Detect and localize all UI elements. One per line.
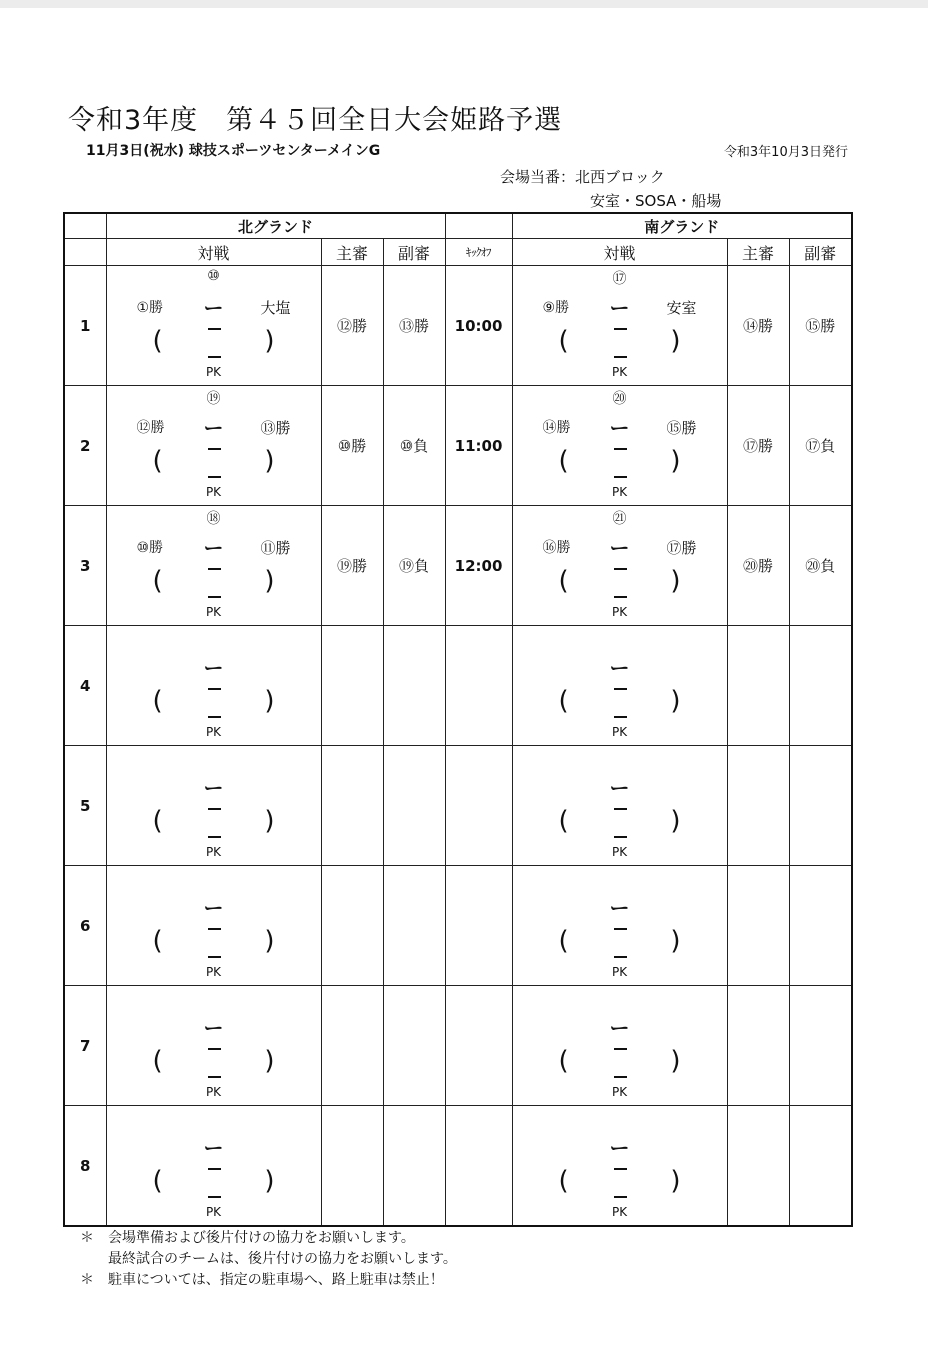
team-a: ⑩勝 <box>136 540 164 556</box>
score-paren-close: ) <box>670 686 681 716</box>
row-number: 6 <box>64 866 106 986</box>
north-main-ref: ⑲勝 <box>321 506 383 626</box>
score-paren-close: ) <box>264 1166 275 1196</box>
pk-label: PK <box>205 365 222 379</box>
match-number: ⑲ <box>206 391 221 407</box>
note-bullet: ＊ <box>80 1272 94 1288</box>
score-paren-close: ) <box>670 566 681 596</box>
score-line <box>614 1196 627 1198</box>
south-sub-ref <box>789 746 852 866</box>
score-line <box>208 596 221 598</box>
north-match-2 <box>107 386 321 505</box>
kickoff-time <box>445 626 512 746</box>
north-main-ref <box>321 626 383 746</box>
score-line <box>208 956 221 958</box>
header-row-columns <box>64 239 852 266</box>
score-line <box>208 928 221 930</box>
north-sub-ref <box>383 986 445 1106</box>
date-venue: 11月3日(祝水) 球技スポーツセンターメインG <box>86 143 381 159</box>
team-b: ⑬勝 <box>260 419 291 437</box>
south-main-ref <box>727 986 789 1106</box>
score-line <box>208 688 221 690</box>
score-paren-open: ( <box>152 446 163 476</box>
score-line <box>614 448 627 450</box>
kickoff-time: 10:00 <box>445 266 512 386</box>
score-line <box>208 328 221 330</box>
kickoff-header-blank <box>445 213 512 239</box>
row-number: 1 <box>64 266 106 386</box>
north-sub-ref <box>383 866 445 986</box>
schedule-row <box>64 746 852 866</box>
score-paren-open: ( <box>558 1166 569 1196</box>
score-line <box>208 1196 221 1198</box>
pk-label: PK <box>611 845 628 859</box>
south-main-ref: ⑳勝 <box>727 506 789 626</box>
pk-label: PK <box>205 1085 222 1099</box>
north-sub-ref: ⑬勝 <box>383 266 445 386</box>
score-paren-close: ) <box>264 446 275 476</box>
south-sub-ref <box>789 986 852 1106</box>
north-match-4 <box>107 626 321 745</box>
schedule-row <box>64 626 852 746</box>
score-paren-close: ) <box>264 806 275 836</box>
north-match-7 <box>107 986 321 1105</box>
pk-label: PK <box>205 725 222 739</box>
south-main-ref <box>727 1106 789 1227</box>
team-a: ①勝 <box>136 300 164 316</box>
north-match-8 <box>107 1106 321 1225</box>
south-match-cell <box>512 866 727 986</box>
north-main-ref <box>321 746 383 866</box>
score-paren-open: ( <box>558 926 569 956</box>
north-sub-ref: ⑩負 <box>383 386 445 506</box>
issue-date: 令和3年10月3日発行 <box>723 145 848 160</box>
north-match-3 <box>107 506 321 625</box>
north-main-ref <box>321 866 383 986</box>
score-paren-open: ( <box>152 1046 163 1076</box>
south-match-cell <box>512 746 727 866</box>
score-paren-close: ) <box>264 1046 275 1076</box>
schedule-row <box>64 266 852 386</box>
team-b: ⑰勝 <box>666 539 697 557</box>
score-paren-open: ( <box>152 686 163 716</box>
score-paren-close: ) <box>264 566 275 596</box>
score-paren-close: ) <box>670 1046 681 1076</box>
score-line <box>208 448 221 450</box>
note-1: 会場準備および後片付けの協力をお願いします。 <box>108 1230 415 1246</box>
kickoff-time: 11:00 <box>445 386 512 506</box>
versus-dash: ー <box>609 416 630 440</box>
south-match-cell <box>512 1106 727 1227</box>
score-line <box>614 688 627 690</box>
versus-dash: ー <box>609 896 630 920</box>
score-paren-open: ( <box>558 806 569 836</box>
north-match-cell <box>106 626 321 746</box>
score-paren-close: ) <box>264 926 275 956</box>
row-number: 4 <box>64 626 106 746</box>
score-line <box>614 476 627 478</box>
note-2: 駐車については、指定の駐車場へ、路上駐車は禁止！ <box>108 1272 444 1288</box>
pk-label: PK <box>611 605 628 619</box>
south-main-ref <box>727 626 789 746</box>
pk-label: PK <box>205 845 222 859</box>
score-paren-open: ( <box>152 566 163 596</box>
versus-dash: ー <box>203 776 224 800</box>
north-match-1 <box>107 266 321 385</box>
versus-dash: ー <box>609 1016 630 1040</box>
score-paren-close: ) <box>670 446 681 476</box>
score-line <box>614 808 627 810</box>
match-number: ⑳ <box>612 391 627 407</box>
score-paren-open: ( <box>152 926 163 956</box>
north-match-cell <box>106 866 321 986</box>
score-paren-open: ( <box>558 566 569 596</box>
score-paren-open: ( <box>558 446 569 476</box>
score-line <box>614 328 627 330</box>
north-match-cell <box>106 746 321 866</box>
schedule-row <box>64 386 852 506</box>
versus-dash: ー <box>203 656 224 680</box>
south-sub-ref-header: 副審 <box>789 239 852 266</box>
south-sub-ref: ⑳負 <box>789 506 852 626</box>
corner-cell <box>64 213 106 239</box>
score-paren-open: ( <box>152 1166 163 1196</box>
south-sub-ref <box>789 866 852 986</box>
score-line <box>208 836 221 838</box>
south-match-6 <box>513 866 727 985</box>
score-paren-close: ) <box>264 326 275 356</box>
score-line <box>208 476 221 478</box>
pk-label: PK <box>611 965 628 979</box>
pk-label: PK <box>205 1205 222 1219</box>
north-sub-ref <box>383 626 445 746</box>
match-number: ⑰ <box>612 271 627 287</box>
venue-duty-teams: 安室・SOSA・船場 <box>590 192 722 210</box>
pk-label: PK <box>611 1205 628 1219</box>
score-paren-close: ) <box>670 926 681 956</box>
score-line <box>614 716 627 718</box>
kickoff-time: 12:00 <box>445 506 512 626</box>
south-sub-ref <box>789 1106 852 1227</box>
north-sub-ref <box>383 1106 445 1227</box>
south-match-cell <box>512 386 727 506</box>
versus-dash: ー <box>203 416 224 440</box>
row-number: 8 <box>64 1106 106 1227</box>
team-a: ⑯勝 <box>542 540 571 556</box>
south-sub-ref <box>789 626 852 746</box>
team-b: ⑮勝 <box>666 419 697 437</box>
south-match-header: 対戦 <box>512 239 727 266</box>
north-sub-ref <box>383 746 445 866</box>
schedule-row <box>64 986 852 1106</box>
south-main-ref <box>727 866 789 986</box>
top-bar <box>0 0 928 8</box>
score-line <box>208 356 221 358</box>
score-line <box>208 1048 221 1050</box>
score-paren-open: ( <box>558 1046 569 1076</box>
pk-label: PK <box>205 605 222 619</box>
score-line <box>208 568 221 570</box>
south-match-8 <box>513 1106 727 1225</box>
north-match-cell <box>106 506 321 626</box>
score-paren-open: ( <box>558 326 569 356</box>
score-line <box>614 928 627 930</box>
pk-label: PK <box>205 485 222 499</box>
south-sub-ref: ⑮勝 <box>789 266 852 386</box>
score-line <box>208 1076 221 1078</box>
north-match-cell <box>106 986 321 1106</box>
team-b: 大塩 <box>260 299 291 317</box>
north-match-cell <box>106 1106 321 1227</box>
north-match-header: 対戦 <box>106 239 321 266</box>
north-sub-ref-header: 副審 <box>383 239 445 266</box>
south-ground-header: 南グランド <box>512 213 852 239</box>
notes <box>80 1228 457 1291</box>
kickoff-time <box>445 746 512 866</box>
south-match-7 <box>513 986 727 1105</box>
north-main-ref: ⑩勝 <box>321 386 383 506</box>
score-paren-close: ) <box>264 686 275 716</box>
note-1b: 最終試合のチームは、後片付けの協力をお願いします。 <box>108 1251 457 1267</box>
kickoff-time <box>445 1106 512 1227</box>
row-number: 5 <box>64 746 106 866</box>
south-main-ref <box>727 746 789 866</box>
versus-dash: ー <box>609 656 630 680</box>
venue-duty: 会場当番：北西ブロック <box>500 168 665 186</box>
south-main-ref: ⑰勝 <box>727 386 789 506</box>
match-number: ㉑ <box>612 511 627 527</box>
note-bullet: ＊ <box>80 1230 94 1246</box>
pk-label: PK <box>611 1085 628 1099</box>
north-main-ref: ⑫勝 <box>321 266 383 386</box>
versus-dash: ー <box>203 536 224 560</box>
schedule-row <box>64 506 852 626</box>
south-sub-ref: ⑰負 <box>789 386 852 506</box>
south-match-1 <box>513 266 727 385</box>
score-line <box>208 716 221 718</box>
south-match-5 <box>513 746 727 865</box>
score-line <box>614 1076 627 1078</box>
team-a: ⑭勝 <box>542 420 571 436</box>
pk-label: PK <box>611 365 628 379</box>
north-match-6 <box>107 866 321 985</box>
north-main-ref-header: 主審 <box>321 239 383 266</box>
south-match-2 <box>513 386 727 505</box>
versus-dash: ー <box>609 1136 630 1160</box>
page-title: 令和3年度 第４５回全日大会姫路予選 <box>68 105 563 136</box>
north-match-cell <box>106 386 321 506</box>
versus-dash: ー <box>609 296 630 320</box>
team-a: ⑨勝 <box>542 300 570 316</box>
versus-dash: ー <box>203 1016 224 1040</box>
corner-cell <box>64 239 106 266</box>
score-line <box>208 1168 221 1170</box>
header-row-grounds <box>64 213 852 239</box>
row-number: 2 <box>64 386 106 506</box>
schedule-table <box>63 212 853 1227</box>
team-b: ⑪勝 <box>260 539 291 557</box>
pk-label: PK <box>611 485 628 499</box>
score-line <box>208 808 221 810</box>
score-paren-open: ( <box>152 806 163 836</box>
kickoff-time <box>445 866 512 986</box>
versus-dash: ー <box>203 296 224 320</box>
south-match-3 <box>513 506 727 625</box>
south-main-ref: ⑭勝 <box>727 266 789 386</box>
versus-dash: ー <box>203 1136 224 1160</box>
score-line <box>614 956 627 958</box>
team-b: 安室 <box>666 299 697 317</box>
versus-dash: ー <box>609 536 630 560</box>
match-number: ⑩ <box>207 268 220 284</box>
score-paren-open: ( <box>558 686 569 716</box>
south-match-4 <box>513 626 727 745</box>
north-ground-header: 北グランド <box>106 213 445 239</box>
pk-label: PK <box>611 725 628 739</box>
score-paren-close: ) <box>670 1166 681 1196</box>
north-main-ref <box>321 1106 383 1227</box>
score-line <box>614 1168 627 1170</box>
north-match-5 <box>107 746 321 865</box>
score-paren-close: ) <box>670 326 681 356</box>
north-sub-ref: ⑲負 <box>383 506 445 626</box>
south-main-ref-header: 主審 <box>727 239 789 266</box>
south-match-cell <box>512 506 727 626</box>
row-number: 3 <box>64 506 106 626</box>
kickoff-time <box>445 986 512 1106</box>
row-number: 7 <box>64 986 106 1106</box>
team-a: ⑫勝 <box>136 420 165 436</box>
score-line <box>614 1048 627 1050</box>
south-match-cell <box>512 626 727 746</box>
schedule-row <box>64 866 852 986</box>
schedule-row <box>64 1106 852 1227</box>
pk-label: PK <box>205 965 222 979</box>
versus-dash: ー <box>609 776 630 800</box>
south-match-cell <box>512 986 727 1106</box>
score-line <box>614 836 627 838</box>
score-paren-close: ) <box>670 806 681 836</box>
match-number: ⑱ <box>206 511 221 527</box>
score-line <box>614 568 627 570</box>
south-match-cell <box>512 266 727 386</box>
score-paren-open: ( <box>152 326 163 356</box>
north-main-ref <box>321 986 383 1106</box>
north-match-cell <box>106 266 321 386</box>
score-line <box>614 356 627 358</box>
kickoff-header: ｷｯｸｵﾌ <box>445 239 512 266</box>
score-line <box>614 596 627 598</box>
versus-dash: ー <box>203 896 224 920</box>
